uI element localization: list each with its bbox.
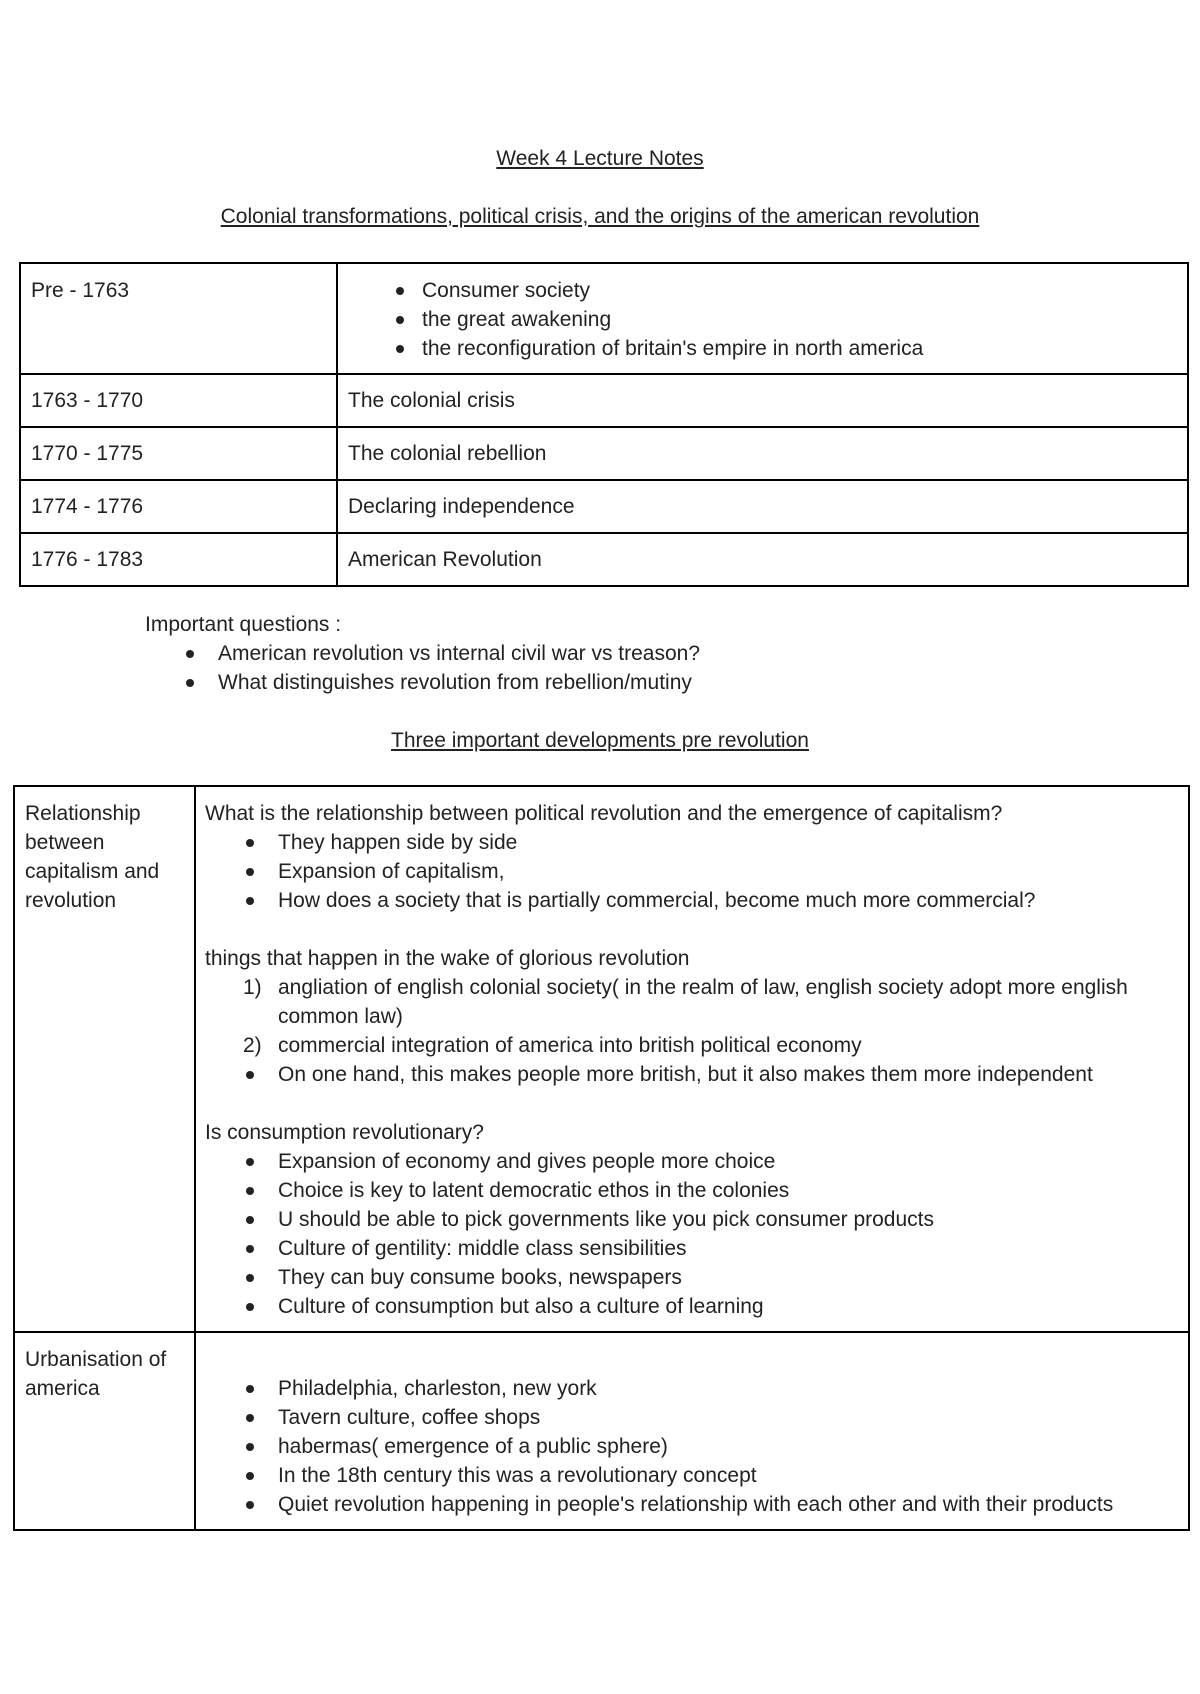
- consumption-points-list: [205, 1147, 1179, 1321]
- development-topic: Relationship between capitalism and revolution: [14, 786, 195, 1332]
- list-item: American revolution vs internal civil war vs treason?: [145, 639, 1045, 668]
- developments-heading: Three important developments pre revolution: [391, 729, 809, 752]
- list-item: Tavern culture, coffee shops: [205, 1403, 1179, 1432]
- questions-heading: Important questions :: [145, 613, 342, 636]
- list-item: Philadelphia, charleston, new york: [205, 1374, 1179, 1403]
- timeline-description: The colonial rebellion: [337, 427, 1188, 480]
- timeline-description: American Revolution: [337, 533, 1188, 586]
- timeline-period: 1770 - 1775: [20, 427, 337, 480]
- timeline-period: 1776 - 1783: [20, 533, 337, 586]
- questions-list: [145, 639, 1045, 697]
- question-points-list: [205, 828, 1179, 915]
- list-item: They can buy consume books, newspapers: [205, 1263, 1179, 1292]
- development-question: What is the relationship between political revolution and the emergence of capitalism?: [205, 802, 1003, 825]
- timeline-period: 1774 - 1776: [20, 480, 337, 533]
- timeline-period: 1763 - 1770: [20, 374, 337, 427]
- list-item: Culture of consumption but also a culture of learning: [205, 1292, 1179, 1321]
- list-item-text: angliation of english colonial society( in the realm of law, english society adopt more english common law): [278, 976, 1128, 1028]
- developments-row: [14, 786, 1189, 1332]
- urbanisation-points-list: [205, 1374, 1179, 1519]
- timeline-period: Pre - 1763: [20, 263, 337, 374]
- timeline-row: [20, 427, 1188, 480]
- timeline-table: [19, 262, 1189, 587]
- development-topic: Urbanisation of america: [14, 1332, 195, 1530]
- list-item: Consumer society: [348, 276, 1178, 305]
- timeline-bullet-list: [348, 276, 1178, 363]
- list-item: the reconfiguration of britain's empire in north america: [348, 334, 1178, 363]
- list-item: Culture of gentility: middle class sensibilities: [205, 1234, 1179, 1263]
- list-item-text: commercial integration of america into british political economy: [278, 1034, 862, 1057]
- timeline-row: [20, 263, 1188, 374]
- wake-bullet-list: [205, 1060, 1179, 1089]
- list-number: 2): [243, 1034, 262, 1057]
- list-item: On one hand, this makes people more british, but it also makes them more independent: [205, 1060, 1179, 1089]
- timeline-description: [337, 263, 1188, 374]
- list-item: [205, 973, 1179, 1031]
- development-body: [195, 786, 1189, 1332]
- list-item: Expansion of economy and gives people more choice: [205, 1147, 1179, 1176]
- development-body: [195, 1332, 1189, 1530]
- timeline-description: The colonial crisis: [337, 374, 1188, 427]
- list-item: [205, 1031, 1179, 1060]
- list-item: the great awakening: [348, 305, 1178, 334]
- document-title: Week 4 Lecture Notes: [496, 147, 704, 170]
- list-item: U should be able to pick governments like you pick consumer products: [205, 1205, 1179, 1234]
- wake-numbered-list: [205, 973, 1179, 1060]
- spacer: [205, 1345, 1179, 1374]
- list-item: Expansion of capitalism,: [205, 857, 1179, 886]
- spacer: [205, 915, 1179, 944]
- timeline-row: [20, 533, 1188, 586]
- timeline-row: [20, 480, 1188, 533]
- list-item: They happen side by side: [205, 828, 1179, 857]
- document-subtitle: Colonial transformations, political crisis, and the origins of the american revolution: [220, 205, 980, 228]
- list-item: habermas( emergence of a public sphere): [205, 1432, 1179, 1461]
- consumption-heading: Is consumption revolutionary?: [205, 1121, 484, 1144]
- list-item: In the 18th century this was a revolutionary concept: [205, 1461, 1179, 1490]
- developments-row: [14, 1332, 1189, 1530]
- developments-table: [13, 785, 1190, 1531]
- timeline-row: [20, 374, 1188, 427]
- spacer: [205, 1089, 1179, 1118]
- timeline-description: Declaring independence: [337, 480, 1188, 533]
- list-item: How does a society that is partially commercial, become much more commercial?: [205, 886, 1179, 915]
- list-item: What distinguishes revolution from rebellion/mutiny: [145, 668, 1045, 697]
- wake-heading: things that happen in the wake of glorious revolution: [205, 947, 690, 970]
- list-item: Quiet revolution happening in people's relationship with each other and with their products: [205, 1490, 1179, 1519]
- important-questions: [145, 610, 1045, 697]
- list-number: 1): [243, 976, 262, 999]
- list-item: Choice is key to latent democratic ethos in the colonies: [205, 1176, 1179, 1205]
